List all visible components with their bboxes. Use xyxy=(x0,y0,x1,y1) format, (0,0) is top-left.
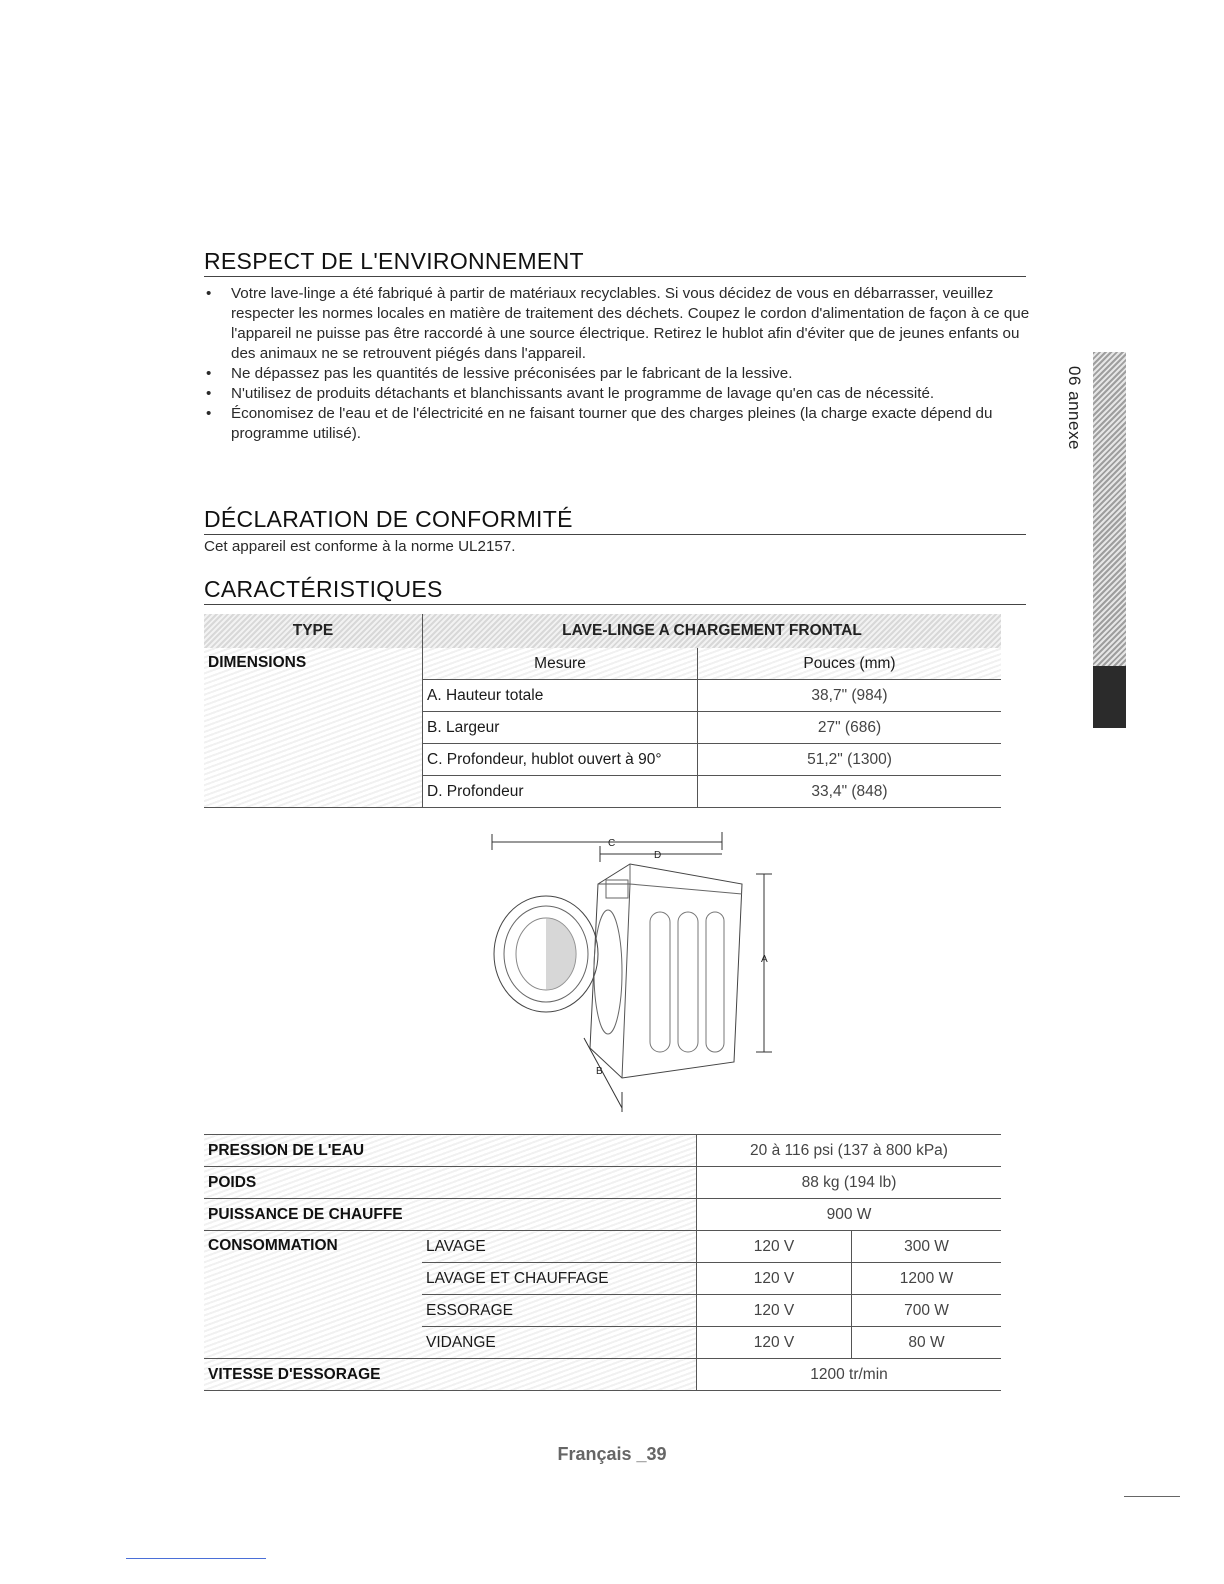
dimensions-label: DIMENSIONS xyxy=(204,648,423,808)
table-row xyxy=(204,614,1001,648)
section-title-declaration: DÉCLARATION DE CONFORMITÉ xyxy=(204,506,1026,535)
consumption-power: 700 W xyxy=(852,1295,1002,1327)
table-row xyxy=(204,1135,1001,1167)
label-c: C xyxy=(608,838,616,849)
dimension-name: A. Hauteur totale xyxy=(423,680,698,712)
consumption-power: 80 W xyxy=(852,1327,1002,1359)
type-label: TYPE xyxy=(204,614,423,648)
consumption-voltage: 120 V xyxy=(697,1231,852,1263)
spin-speed-label: VITESSE D'ESSORAGE xyxy=(204,1359,697,1391)
specifications-table xyxy=(204,1134,1001,1391)
list-item: • N'utilisez de produits détachants et blanchissants avant le programme de lavage qu'en cas de nécessité. xyxy=(206,385,935,402)
environment-bullet-list xyxy=(204,284,1034,444)
footer-divider xyxy=(126,1558,266,1559)
dimension-value: 38,7" (984) xyxy=(698,680,1002,712)
spin-speed-value: 1200 tr/min xyxy=(697,1359,1002,1391)
page-footer: Français _39 xyxy=(557,1444,667,1464)
consumption-power: 1200 W xyxy=(852,1263,1002,1295)
table-row xyxy=(204,1231,1001,1263)
dimension-name: C. Profondeur, hublot ouvert à 90° xyxy=(423,744,698,776)
water-pressure-label: PRESSION DE L'EAU xyxy=(204,1135,697,1167)
list-item: • Ne dépassez pas les quantités de lessive préconisées par le fabricant de la lessive. xyxy=(206,365,793,382)
section-title-environment: RESPECT DE L'ENVIRONNEMENT xyxy=(204,248,1026,277)
consumption-voltage: 120 V xyxy=(697,1327,852,1359)
column-header-inches: Pouces (mm) xyxy=(698,648,1002,680)
table-row xyxy=(204,1359,1001,1391)
dimensions-table xyxy=(204,614,1001,808)
consumption-mode: ESSORAGE xyxy=(422,1295,697,1327)
bullet-text: Votre lave-linge a été fabriqué à partir de matériaux recyclables. Si vous décidez de vous en débarrasser, veuillez respecter les normes locales en matière de traitement des déchets. Coupez le cordon d'alimentation de façon à ce que l'appareil ne puisse pas être raccordé à une source électrique. Retirez le hublot afin d'éviter que de jeunes enfants ou des animaux ne se retrouvent piégés dans l'appareil. xyxy=(231,285,1030,362)
type-value: LAVE-LINGE A CHARGEMENT FRONTAL xyxy=(423,614,1002,648)
weight-value: 88 kg (194 lb) xyxy=(697,1167,1002,1199)
consumption-mode: LAVAGE ET CHAUFFAGE xyxy=(422,1263,697,1295)
table-row xyxy=(204,1199,1001,1231)
weight-label: POIDS xyxy=(204,1167,697,1199)
consumption-label: CONSOMMATION xyxy=(204,1231,422,1359)
heating-label: PUISSANCE DE CHAUFFE xyxy=(204,1199,697,1231)
declaration-text: Cet appareil est conforme à la norme UL2157. xyxy=(204,538,516,555)
list-item: • Économisez de l'eau et de l'électricité en ne faisant tourner que des charges pleines (la charge exacte dépend du programme utilisé). xyxy=(206,405,993,442)
label-a: A xyxy=(761,954,768,965)
label-b: B xyxy=(596,1066,603,1077)
dimension-name: D. Profondeur xyxy=(423,776,698,808)
heating-value: 900 W xyxy=(697,1199,1002,1231)
table-row xyxy=(204,1167,1001,1199)
bullet-text: Économisez de l'eau et de l'électricité en ne faisant tourner que des charges pleines (la charge exacte dépend du programme utilisé). xyxy=(231,405,993,442)
dimension-value: 51,2" (1300) xyxy=(698,744,1002,776)
bullet-text: Ne dépassez pas les quantités de lessive préconisées par le fabricant de la lessive. xyxy=(231,365,793,382)
consumption-voltage: 120 V xyxy=(697,1295,852,1327)
table-row xyxy=(204,648,1001,680)
consumption-mode: VIDANGE xyxy=(422,1327,697,1359)
list-item: • Votre lave-linge a été fabriqué à partir de matériaux recyclables. Si vous décidez de vous en débarrasser, veuillez respecter les normes locales en matière de traitement des déchets. Coupez le cordon d'alimentation de façon à ce que l'appareil ne puisse pas être raccordé à une source électrique. Retirez le hublot afin d'éviter que de jeunes enfants ou des animaux ne se retrouvent piégés dans l'appareil. xyxy=(206,285,1030,362)
dimension-name: B. Largeur xyxy=(423,712,698,744)
footer-divider xyxy=(1124,1496,1180,1497)
section-title-specifications: CARACTÉRISTIQUES xyxy=(204,576,1026,605)
consumption-voltage: 120 V xyxy=(697,1263,852,1295)
dimension-value: 33,4" (848) xyxy=(698,776,1002,808)
label-d: D xyxy=(654,850,662,861)
washer-dimension-diagram xyxy=(480,822,780,1122)
consumption-power: 300 W xyxy=(852,1231,1002,1263)
chapter-tab-label: 06 annexe xyxy=(1065,366,1084,450)
column-header-measure: Mesure xyxy=(423,648,698,680)
bullet-text: N'utilisez de produits détachants et blanchissants avant le programme de lavage qu'en cas de nécessité. xyxy=(231,385,935,402)
dimension-value: 27" (686) xyxy=(698,712,1002,744)
consumption-mode: LAVAGE xyxy=(422,1231,697,1263)
water-pressure-value: 20 à 116 psi (137 à 800 kPa) xyxy=(697,1135,1002,1167)
